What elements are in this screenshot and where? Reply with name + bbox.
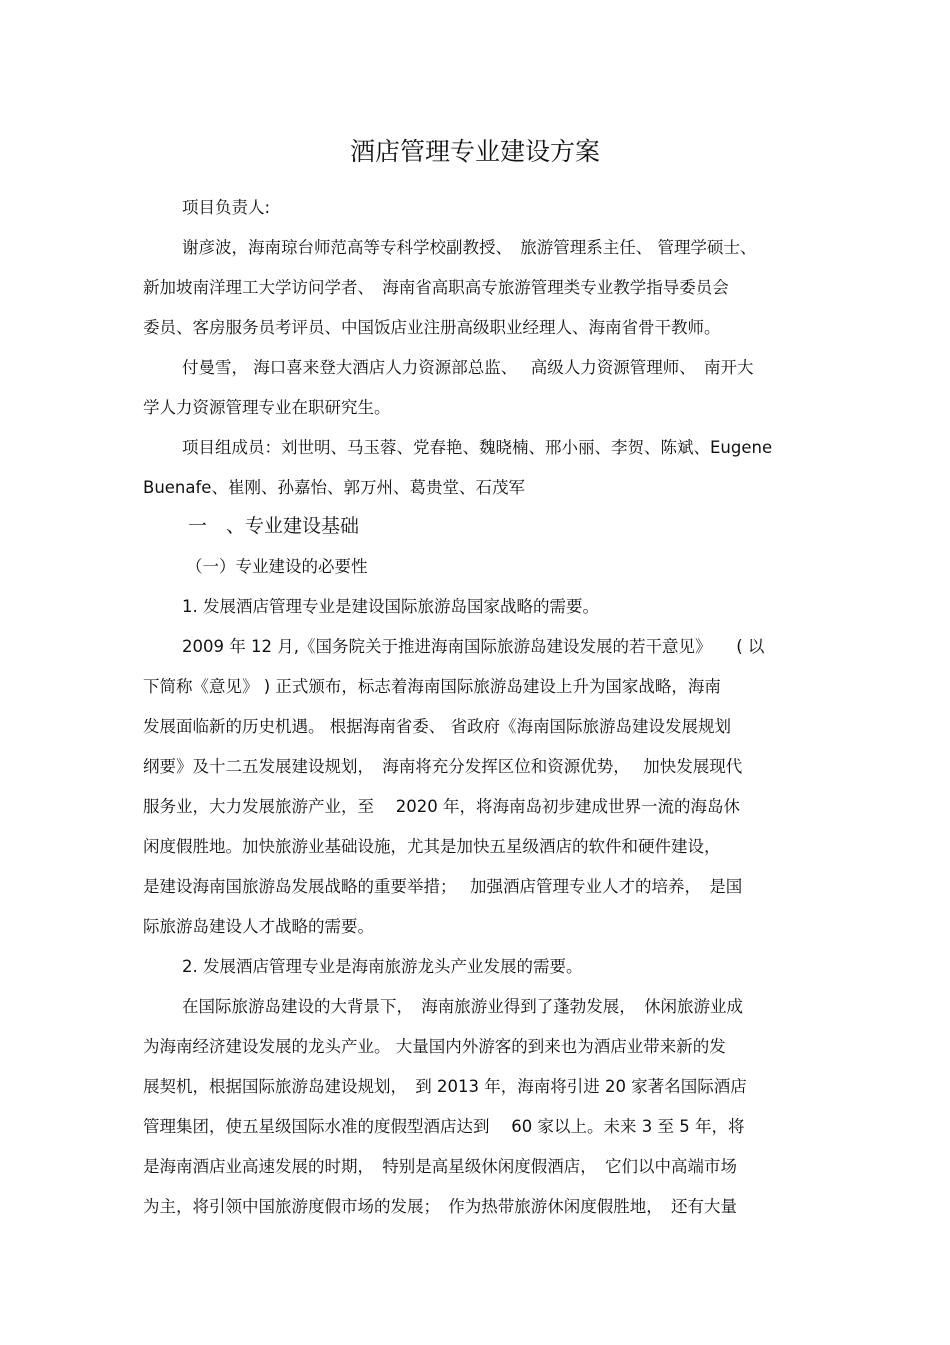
paragraph-line: 项目组成员：刘世明、马玉蓉、党春艳、魏晓楠、邢小丽、李贺、陈斌、Eugene <box>182 438 773 457</box>
paragraph-line: 际旅游岛建设人才战略的需要。 <box>143 917 374 936</box>
numbered-heading: 2. 发展酒店管理专业是海南旅游龙头产业发展的需要。 <box>182 957 583 976</box>
paragraph-line: 谢彦波，海南琼台师范高等专科学校副教授、 旅游管理系主任、 管理学硕士、 <box>182 238 757 257</box>
paragraph-line: 纲要》及十二五发展建设规划， 海南将充分发挥区位和资源优势， 加快发展现代 <box>143 757 743 776</box>
document-title: 酒店管理专业建设方案 <box>349 137 600 166</box>
paragraph-line: 委员、客房服务员考评员、中国饭店业注册高级职业经理人、海南省骨干教师。 <box>143 318 721 337</box>
paragraph-line: 为主，将引领中国旅游度假市场的发展； 作为热带旅游休闲度假胜地， 还有大量 <box>143 1197 737 1216</box>
paragraph-line: 新加坡南洋理工大学访问学者、 海南省高职高专旅游管理类专业教学指导委员会 <box>143 278 729 297</box>
subsection-heading: （一）专业建设的必要性 <box>186 557 368 576</box>
leader-label: 项目负责人: <box>182 198 271 217</box>
paragraph-line: 下简称《意见》 ) 正式颁布，标志着海南国际旅游岛建设上升为国家战略，海南 <box>143 677 721 696</box>
paragraph-line: 发展面临新的历史机遇。 根据海南省委、 省政府《海南国际旅游岛建设发展规划 <box>143 717 731 736</box>
paragraph-line: 付曼雪， 海口喜来登大酒店人力资源部总监、 高级人力资源管理师、 南开大 <box>182 358 754 377</box>
paragraph-line: Buenafe、崔刚、孙嘉怡、郭万州、葛贵堂、石茂军 <box>143 478 525 497</box>
section-heading: 一 、专业建设基础 <box>188 515 360 537</box>
paragraph-line: 服务业，大力发展旅游产业，至 2020 年，将海南岛初步建成世界一流的海岛休 <box>143 797 740 816</box>
paragraph-line: 管理集团，使五星级国际水准的度假型酒店达到 60 家以上。未来 3 至 5 年，将 <box>143 1117 745 1136</box>
paragraph-line: 是建设海南国旅游岛发展战略的重要举措； 加强酒店管理专业人才的培养， 是国 <box>143 877 743 896</box>
paragraph-line: 为海南经济建设发展的龙头产业。 大量国内外游客的到来也为酒店业带来新的发 <box>143 1037 726 1056</box>
paragraph-line: 是海南酒店业高速发展的时期， 特别是高星级休闲度假酒店， 它们以中高端市场 <box>143 1157 737 1176</box>
paragraph-line: 学人力资源管理专业在职研究生。 <box>143 398 391 417</box>
paragraph-line: 闲度假胜地。加快旅游业基础设施，尤其是加快五星级酒店的软件和硬件建设， <box>143 837 721 856</box>
paragraph-line: 2009 年 12 月,《国务院关于推进海南国际旅游岛建设发展的若干意见》 ( 以 <box>182 637 765 656</box>
numbered-heading: 1. 发展酒店管理专业是建设国际旅游岛国家战略的需要。 <box>182 597 599 616</box>
paragraph-line: 在国际旅游岛建设的大背景下， 海南旅游业得到了蓬勃发展， 休闲旅游业成 <box>182 997 743 1016</box>
paragraph-line: 展契机，根据国际旅游岛建设规划， 到 2013 年，海南将引进 20 家著名国际酒店 <box>143 1077 747 1096</box>
